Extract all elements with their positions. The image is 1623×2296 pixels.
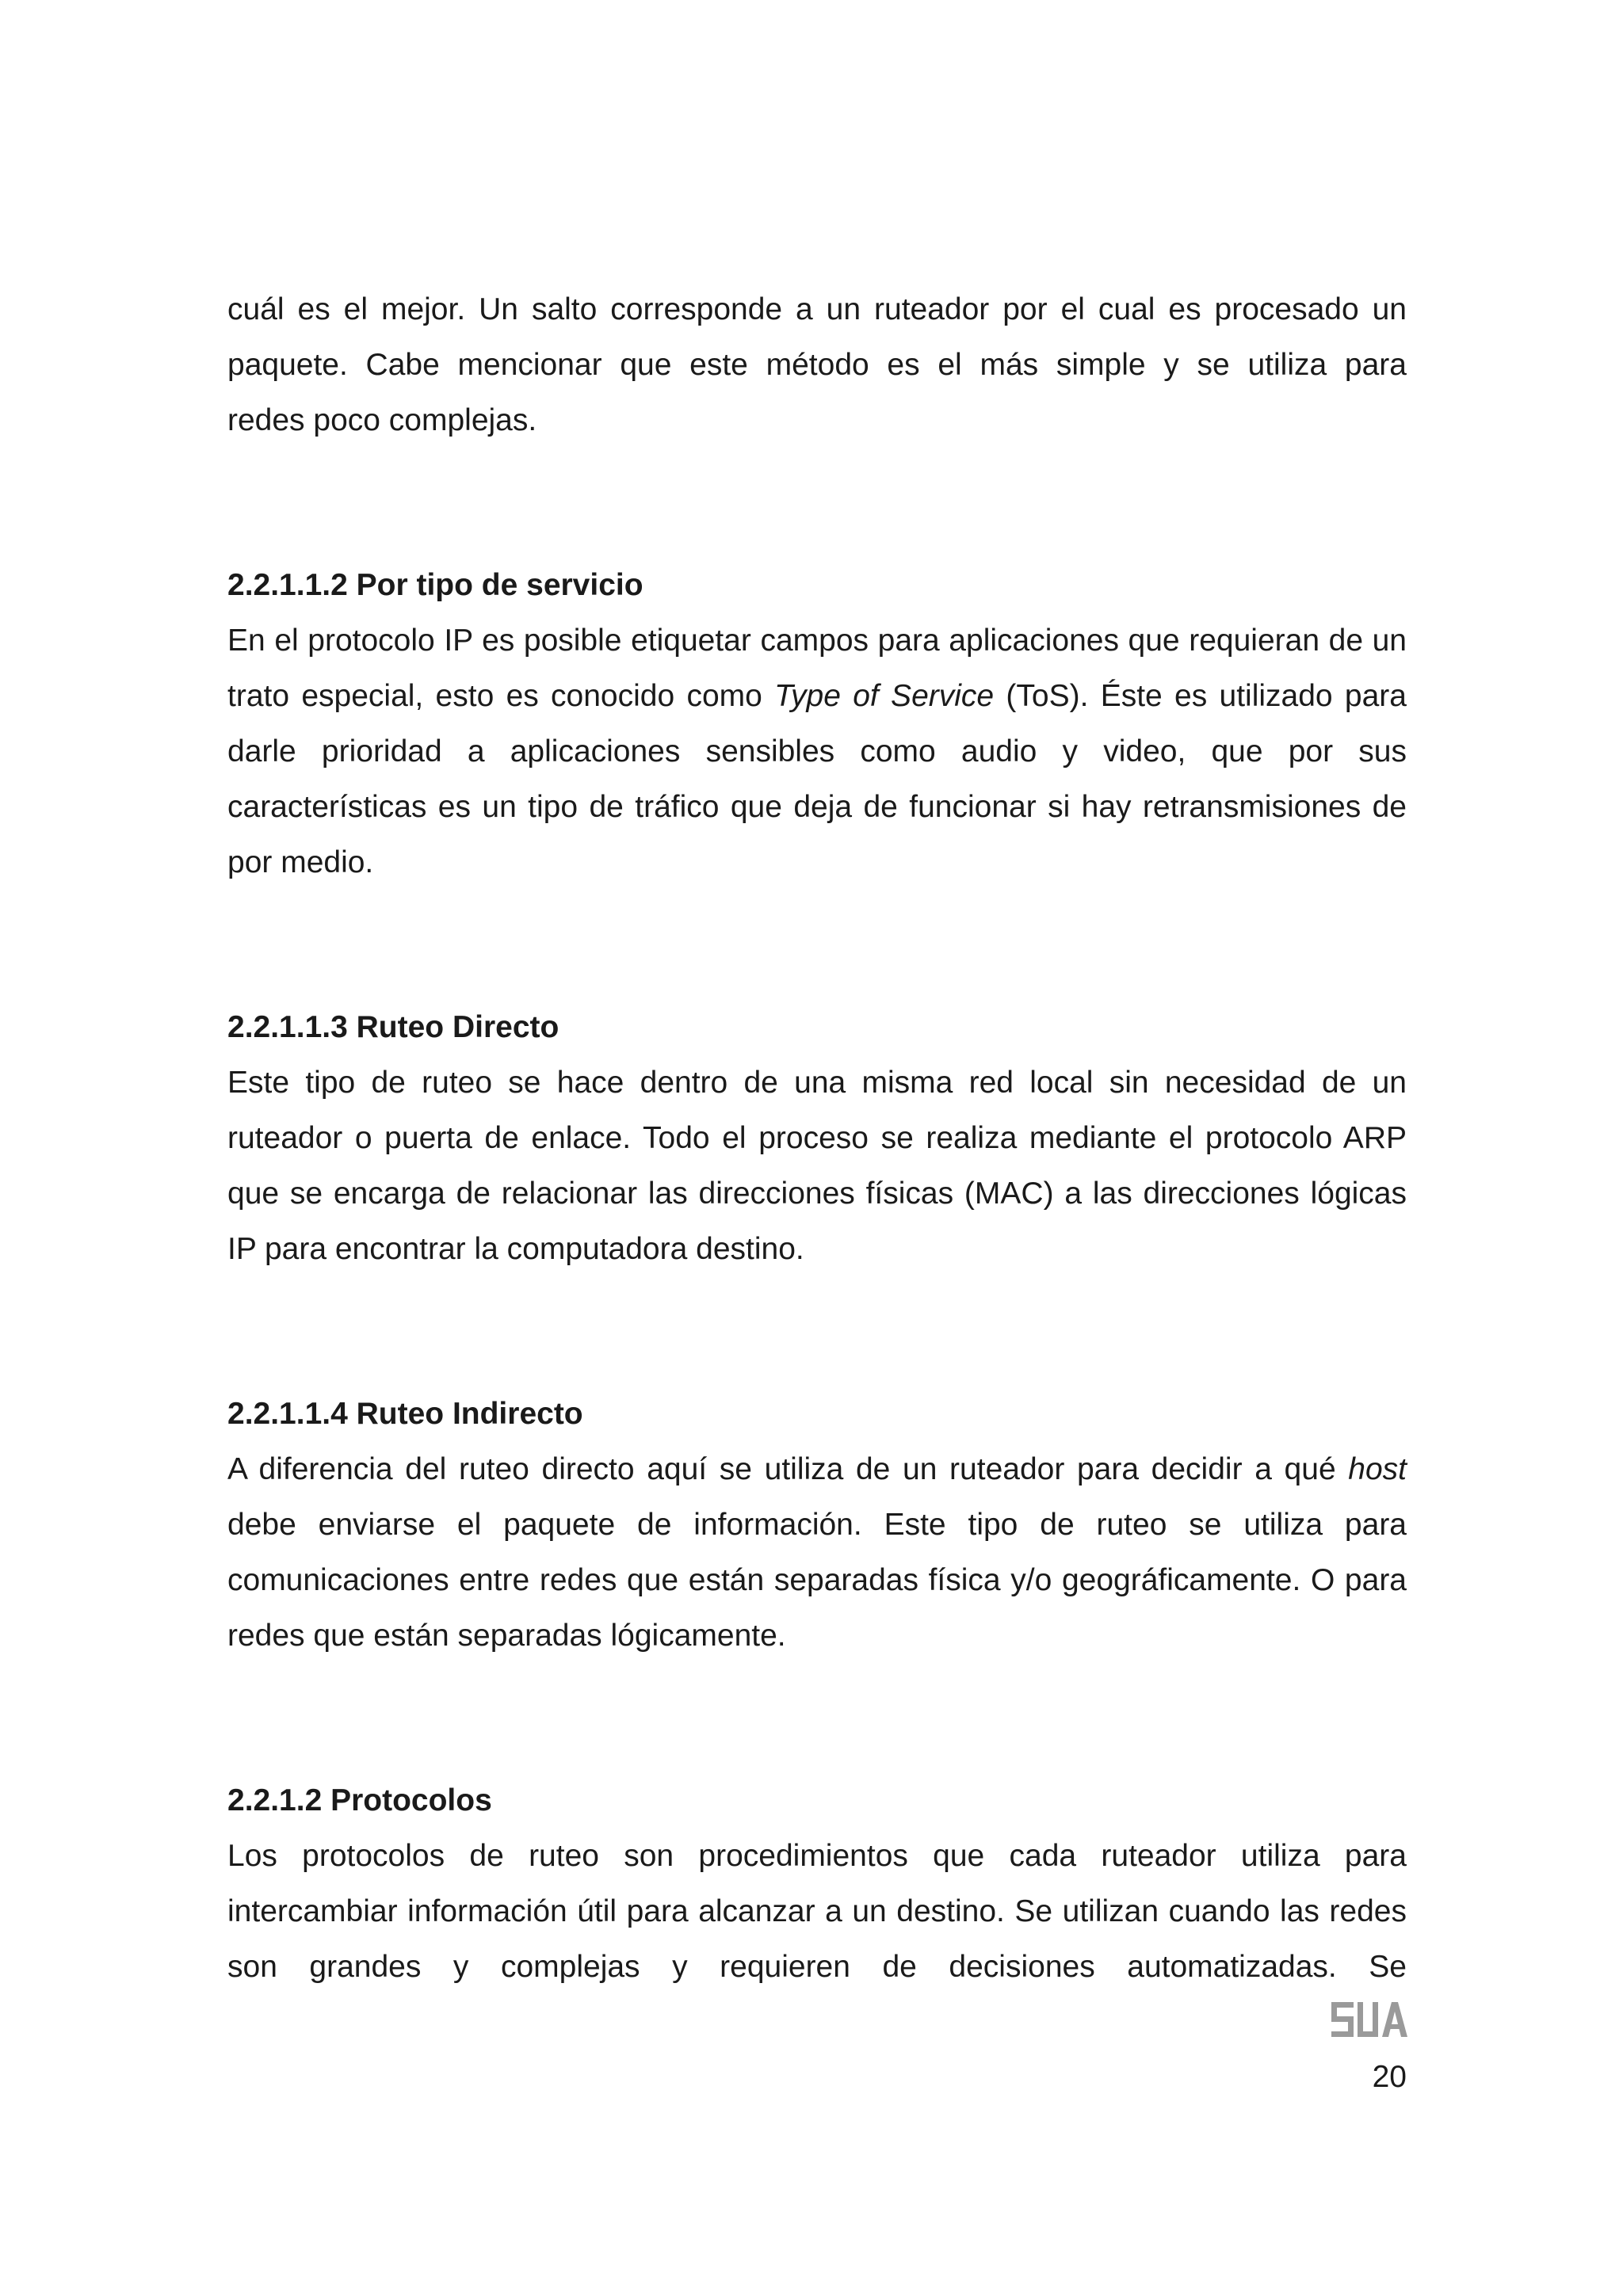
body-text: debe enviarse el paquete de información. Este tipo de ruteo se utiliza para comunicaciones entre redes que están separadas física y/o geográficamente. O para redes que están separadas lógicamente. [227, 1508, 1407, 1653]
section-heading-protocolos: 2.2.1.2 Protocolos [227, 1783, 492, 1817]
intro-line-3: redes poco complejas. [227, 403, 537, 437]
section-gap [227, 448, 1407, 558]
section-gap [227, 1277, 1407, 1386]
intro-line-2: paquete. Cabe mencionar que este método es el más simple y se utiliza para [227, 348, 1407, 382]
sua-logo-icon [1331, 2002, 1407, 2037]
body-text: (ToS). Éste es utilizado para darle prioridad a aplicaciones sensibles como audio y video, que por sus características es un tipo de tráfico que deja de funcionar si hay retransmisiones de por medio. [227, 679, 1407, 879]
page-content [227, 282, 1407, 1995]
section-body-ruteo-indirecto [227, 1442, 1407, 1664]
italic-term: host [1348, 1452, 1407, 1486]
section-gap [227, 891, 1407, 1000]
section-gap [227, 1664, 1407, 1773]
intro-line-1: cuál es el mejor. Un salto corresponde a un ruteador por el cual es procesado un [227, 292, 1407, 326]
section-heading-tipo-servicio: 2.2.1.1.2 Por tipo de servicio [227, 568, 643, 602]
page-number: 20 [1372, 2060, 1407, 2094]
intro-paragraph [227, 282, 1407, 448]
italic-term: Type of Service [774, 679, 995, 713]
section-body-protocolos: Los protocolos de ruteo son procedimientos que cada ruteador utiliza para intercambiar información útil para alcanzar a un destino. Se utilizan cuando las redes son grandes y complejas y requieren de decisiones automatizadas. Se [227, 1839, 1407, 1984]
body-text: A diferencia del ruteo directo aquí se utiliza de un ruteador para decidir a qué [227, 1452, 1349, 1486]
section-body-ruteo-directo: Este tipo de ruteo se hace dentro de una misma red local sin necesidad de un ruteador o puerta de enlace. Todo el proceso se realiza mediante el protocolo ARP que se encarga de relacionar las direcciones físicas (MAC) a las direcciones lógicas IP para encontrar la computadora destino. [227, 1066, 1407, 1266]
body-text: En el protocolo IP es posible etiquetar campos para aplicaciones que requieran de un trato especial, esto es conocido como [227, 624, 1407, 713]
section-body-tipo-servicio [227, 613, 1407, 891]
section-heading-ruteo-indirecto: 2.2.1.1.4 Ruteo Indirecto [227, 1397, 583, 1431]
section-heading-ruteo-directo: 2.2.1.1.3 Ruteo Directo [227, 1010, 559, 1044]
